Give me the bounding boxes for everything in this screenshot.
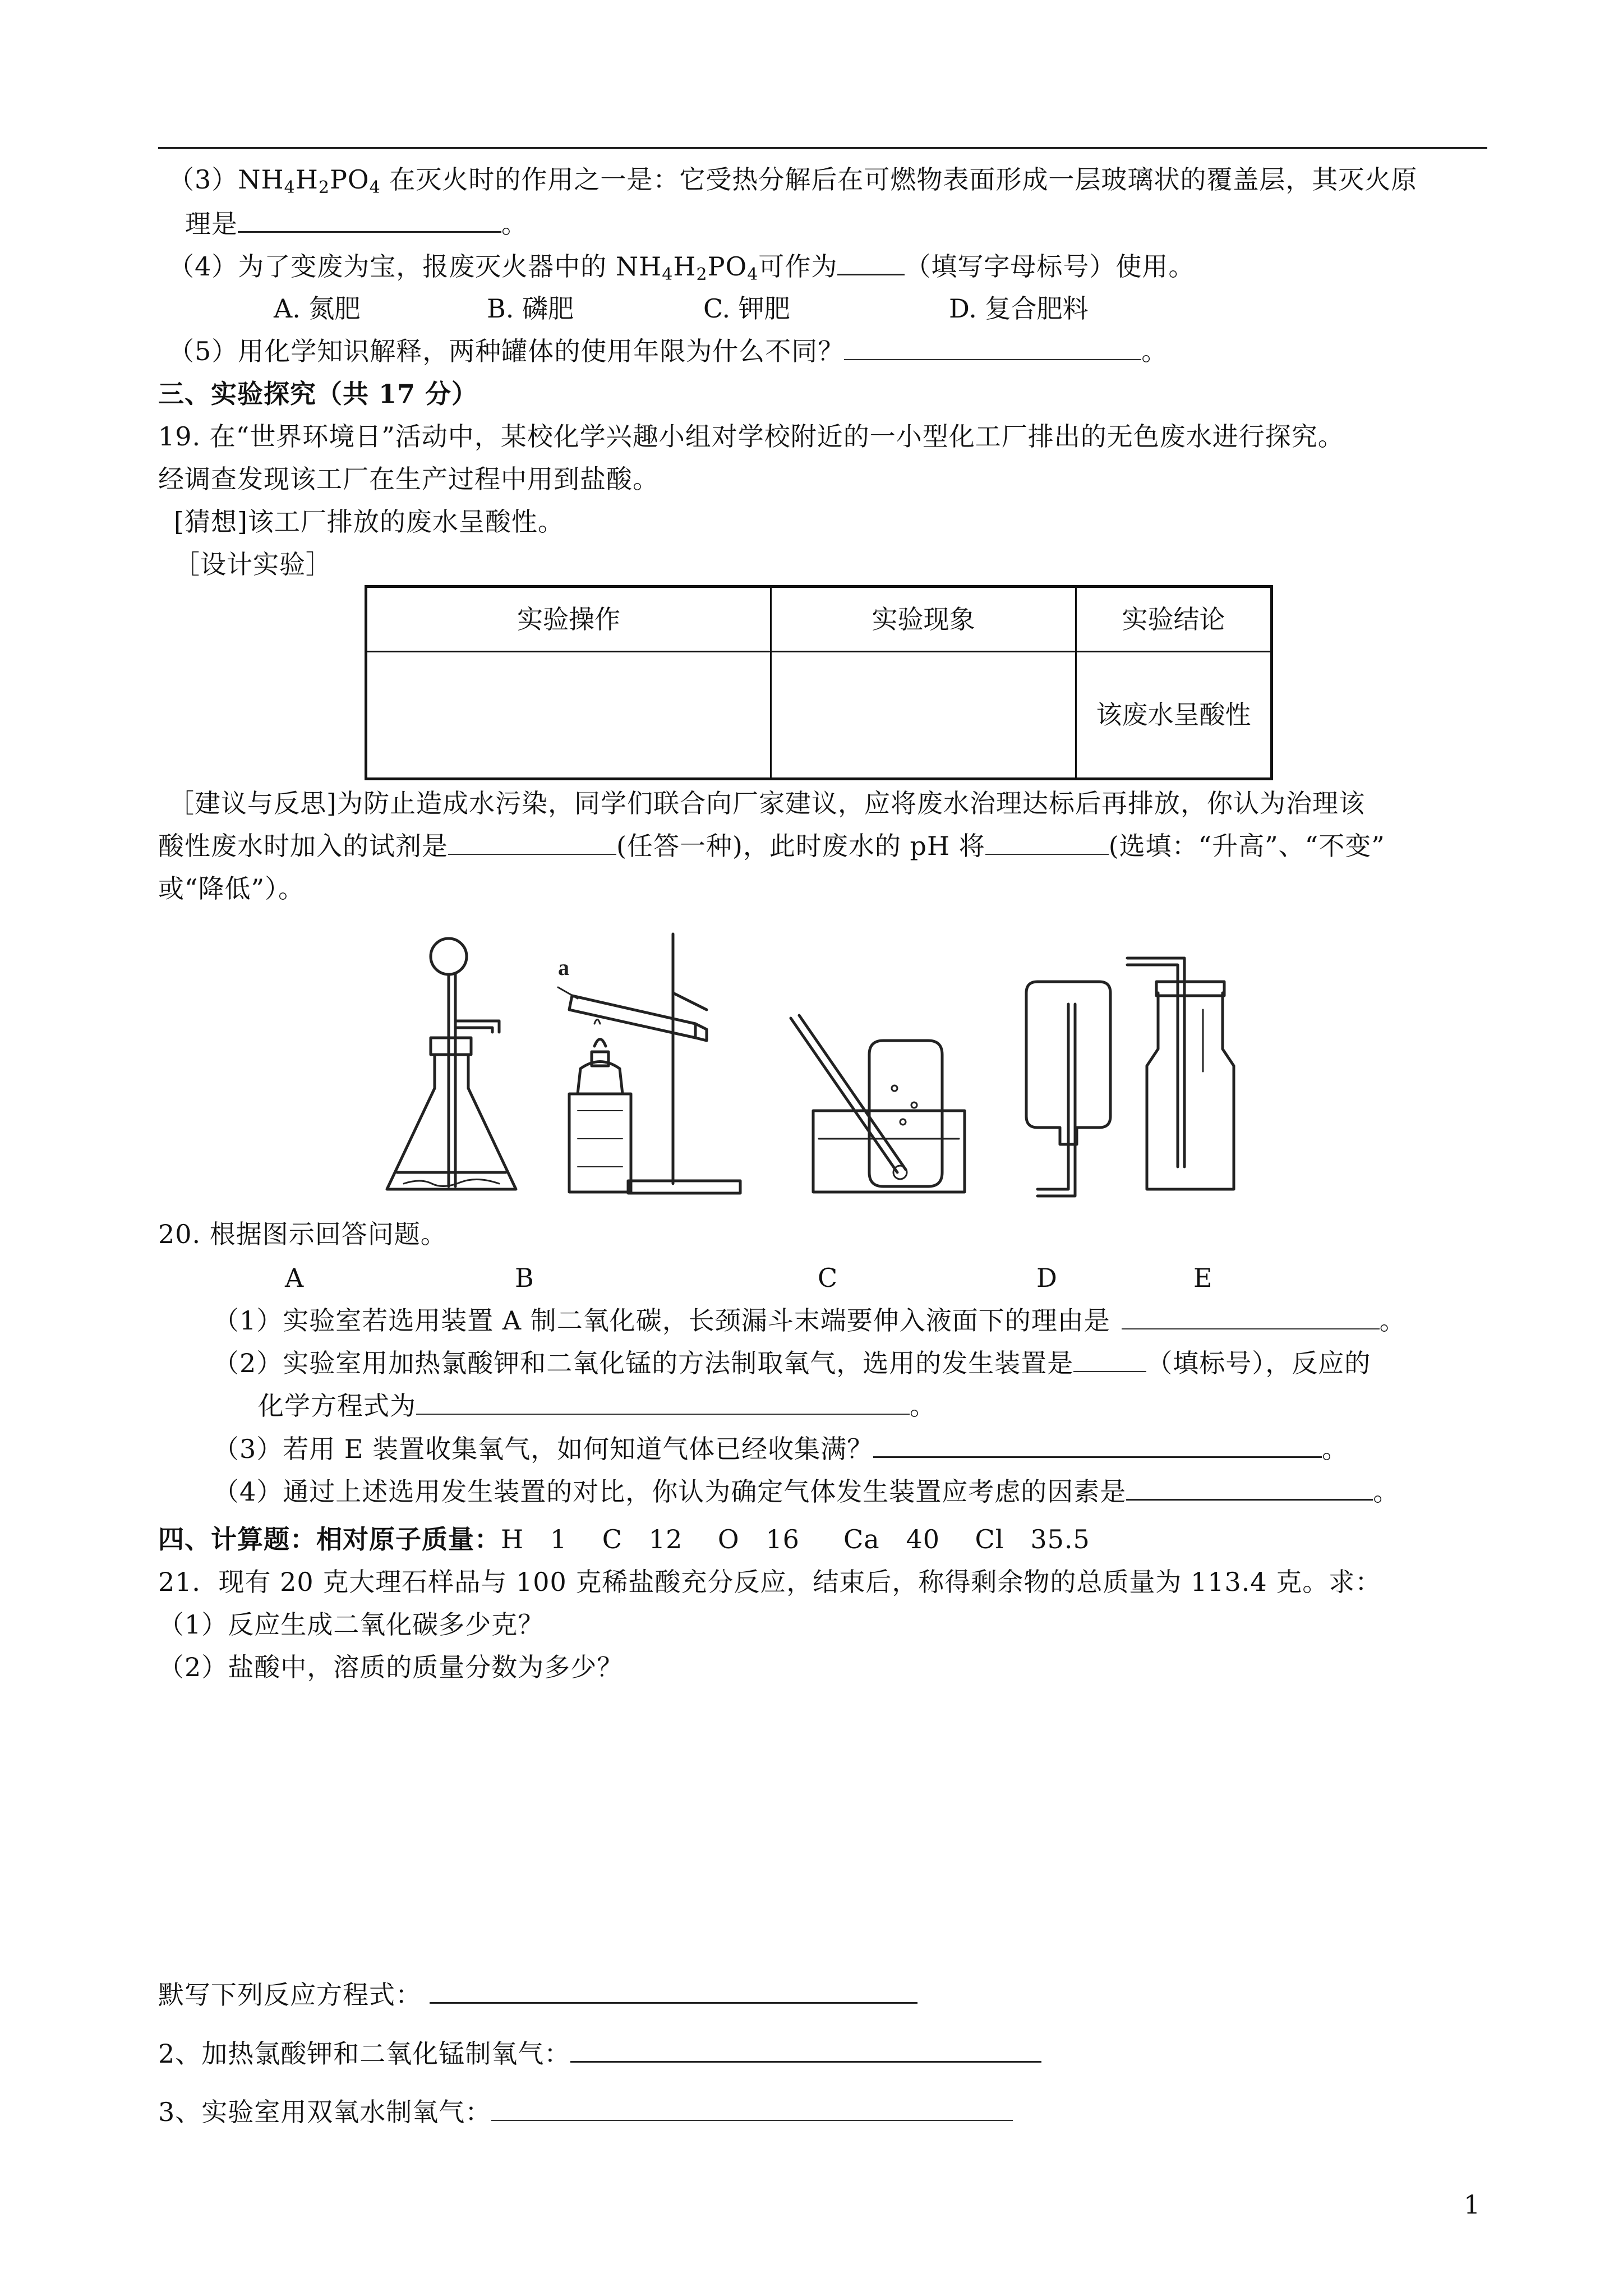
q21-stem: 21．现有 20 克大理石样品与 100 克稀盐酸充分反应，结束后，称得剩余物的总质量为 113.4 克。求：: [158, 1567, 1382, 1597]
q19-advice-line2: 酸性废水时加入的试剂是 (任答一种)，此时废水的 pH 将 (选填：“升高”、“不变”: [158, 829, 1385, 863]
option-c: C. 钾肥: [703, 293, 790, 324]
q19-line2: 经调查发现该工厂在生产过程中用到盐酸。: [158, 464, 659, 494]
q20-part1: （1）实验室若选用装置 A 制二氧化碳，长颈漏斗末端要伸入液面下的理由是 。: [213, 1304, 1406, 1337]
answer-blank[interactable]: [837, 249, 905, 275]
q20-part3: （3）若用 E 装置收集氧气，如何知道气体已经收集满？ 。: [213, 1432, 1348, 1466]
dictation-item3: 3、实验室用双氧水制氧气：: [158, 2095, 1013, 2129]
answer-blank[interactable]: [430, 1977, 917, 2004]
answer-blank[interactable]: [985, 829, 1109, 855]
answer-blank[interactable]: [238, 206, 501, 233]
option-d: D. 复合肥料: [949, 293, 1089, 324]
q19-advice-line1: ［建议与反思]为防止造成水污染，同学们联合向厂家建议，应将废水治理达标后再排放，你认为治理该: [168, 788, 1365, 818]
apparatus-a-flask: [387, 938, 516, 1189]
apparatus-e-bottle: [1127, 958, 1234, 1189]
apparatus-b-heater: [558, 934, 740, 1193]
q18-part4: （4）为了变废为宝，报废灭火器中的 $NH_4H_2PO_4$可作为 （填写字母标号）使用。: [168, 249, 1195, 283]
apparatus-d-bottle: [1026, 982, 1110, 1196]
label-c: C: [818, 1263, 838, 1293]
answer-blank[interactable]: [1073, 1346, 1146, 1372]
q20-part2-line1: （2）实验室用加热氯酸钾和二氧化锰的方法制取氧气，选用的发生装置是 （填标号），反应的: [213, 1346, 1371, 1380]
experiment-table: [365, 585, 1273, 780]
dictation-head: 默写下列反应方程式：: [158, 1977, 917, 2012]
option-b: B. 磷肥: [487, 293, 574, 324]
answer-blank[interactable]: [1122, 1304, 1380, 1329]
table-header-conclusion: 实验结论: [1122, 604, 1225, 634]
table-divider: [367, 651, 1270, 652]
q18-part3-line2: 理是 。: [185, 206, 528, 241]
label-e: E: [1193, 1263, 1212, 1293]
q19-line1: 19. 在“世界环境日”活动中，某校化学兴趣小组对学校附近的一小型化工厂排出的无色废水进行探究。: [158, 421, 1344, 452]
answer-blank[interactable]: [448, 829, 616, 855]
section3-title: 三、实验探究（共 17 分）: [158, 379, 478, 409]
q20-stem: 20. 根据图示回答问题。: [158, 1219, 447, 1249]
answer-blank[interactable]: [491, 2095, 1013, 2121]
answer-blank[interactable]: [844, 334, 1141, 360]
section4-title: 四、计算题：相对原子质量：H 1 C 12 O 16 Ca 40 Cl 35.5: [158, 1524, 1090, 1554]
page-number: 1: [1464, 2189, 1481, 2220]
apparatus-c-trough: [791, 1015, 965, 1192]
answer-blank[interactable]: [570, 2036, 1041, 2063]
q21-part1: （1）反应生成二氧化碳多少克？: [158, 1609, 545, 1640]
table-header-phenomenon: 实验现象: [872, 604, 975, 634]
label-d: D: [1036, 1263, 1057, 1293]
header-rule: [158, 147, 1487, 149]
table-cell-conclusion: 该废水呈酸性: [1096, 700, 1251, 730]
answer-blank[interactable]: [416, 1389, 910, 1415]
apparatus-figure: [336, 926, 1290, 1217]
q19-design: ［设计实验］: [174, 549, 332, 579]
label-b: B: [515, 1263, 534, 1293]
q20-part2-line2: 化学方程式为 。: [258, 1389, 936, 1423]
q18-part5: （5）用化学知识解释，两种罐体的使用年限为什么不同？ 。: [168, 334, 1168, 368]
table-header-operation: 实验操作: [517, 604, 620, 634]
apparatus-label-a: a: [558, 955, 569, 980]
q21-part2: （2）盐酸中，溶质的质量分数为多少？: [158, 1652, 624, 1682]
answer-blank[interactable]: [873, 1432, 1322, 1458]
q19-guess: [猜想]该工厂排放的废水呈酸性。: [174, 507, 564, 537]
option-a: A. 氮肥: [274, 293, 361, 324]
q20-part4: （4）通过上述选用发生装置的对比，你认为确定气体发生装置应考虑的因素是 。: [213, 1474, 1399, 1508]
answer-blank[interactable]: [1126, 1474, 1373, 1501]
q18-part3-line1: $(3)NH_4H_2PO_4$ 在灭火时的作用之一是：它受热分解后在可燃物表面形成一层玻璃状的覆盖层，其灭火原: [168, 164, 1418, 197]
label-a: A: [285, 1263, 304, 1293]
q19-advice-line3: 或“降低”）。: [158, 873, 305, 904]
dictation-item2: 2、加热氯酸钾和二氧化锰制氧气：: [158, 2036, 1041, 2070]
